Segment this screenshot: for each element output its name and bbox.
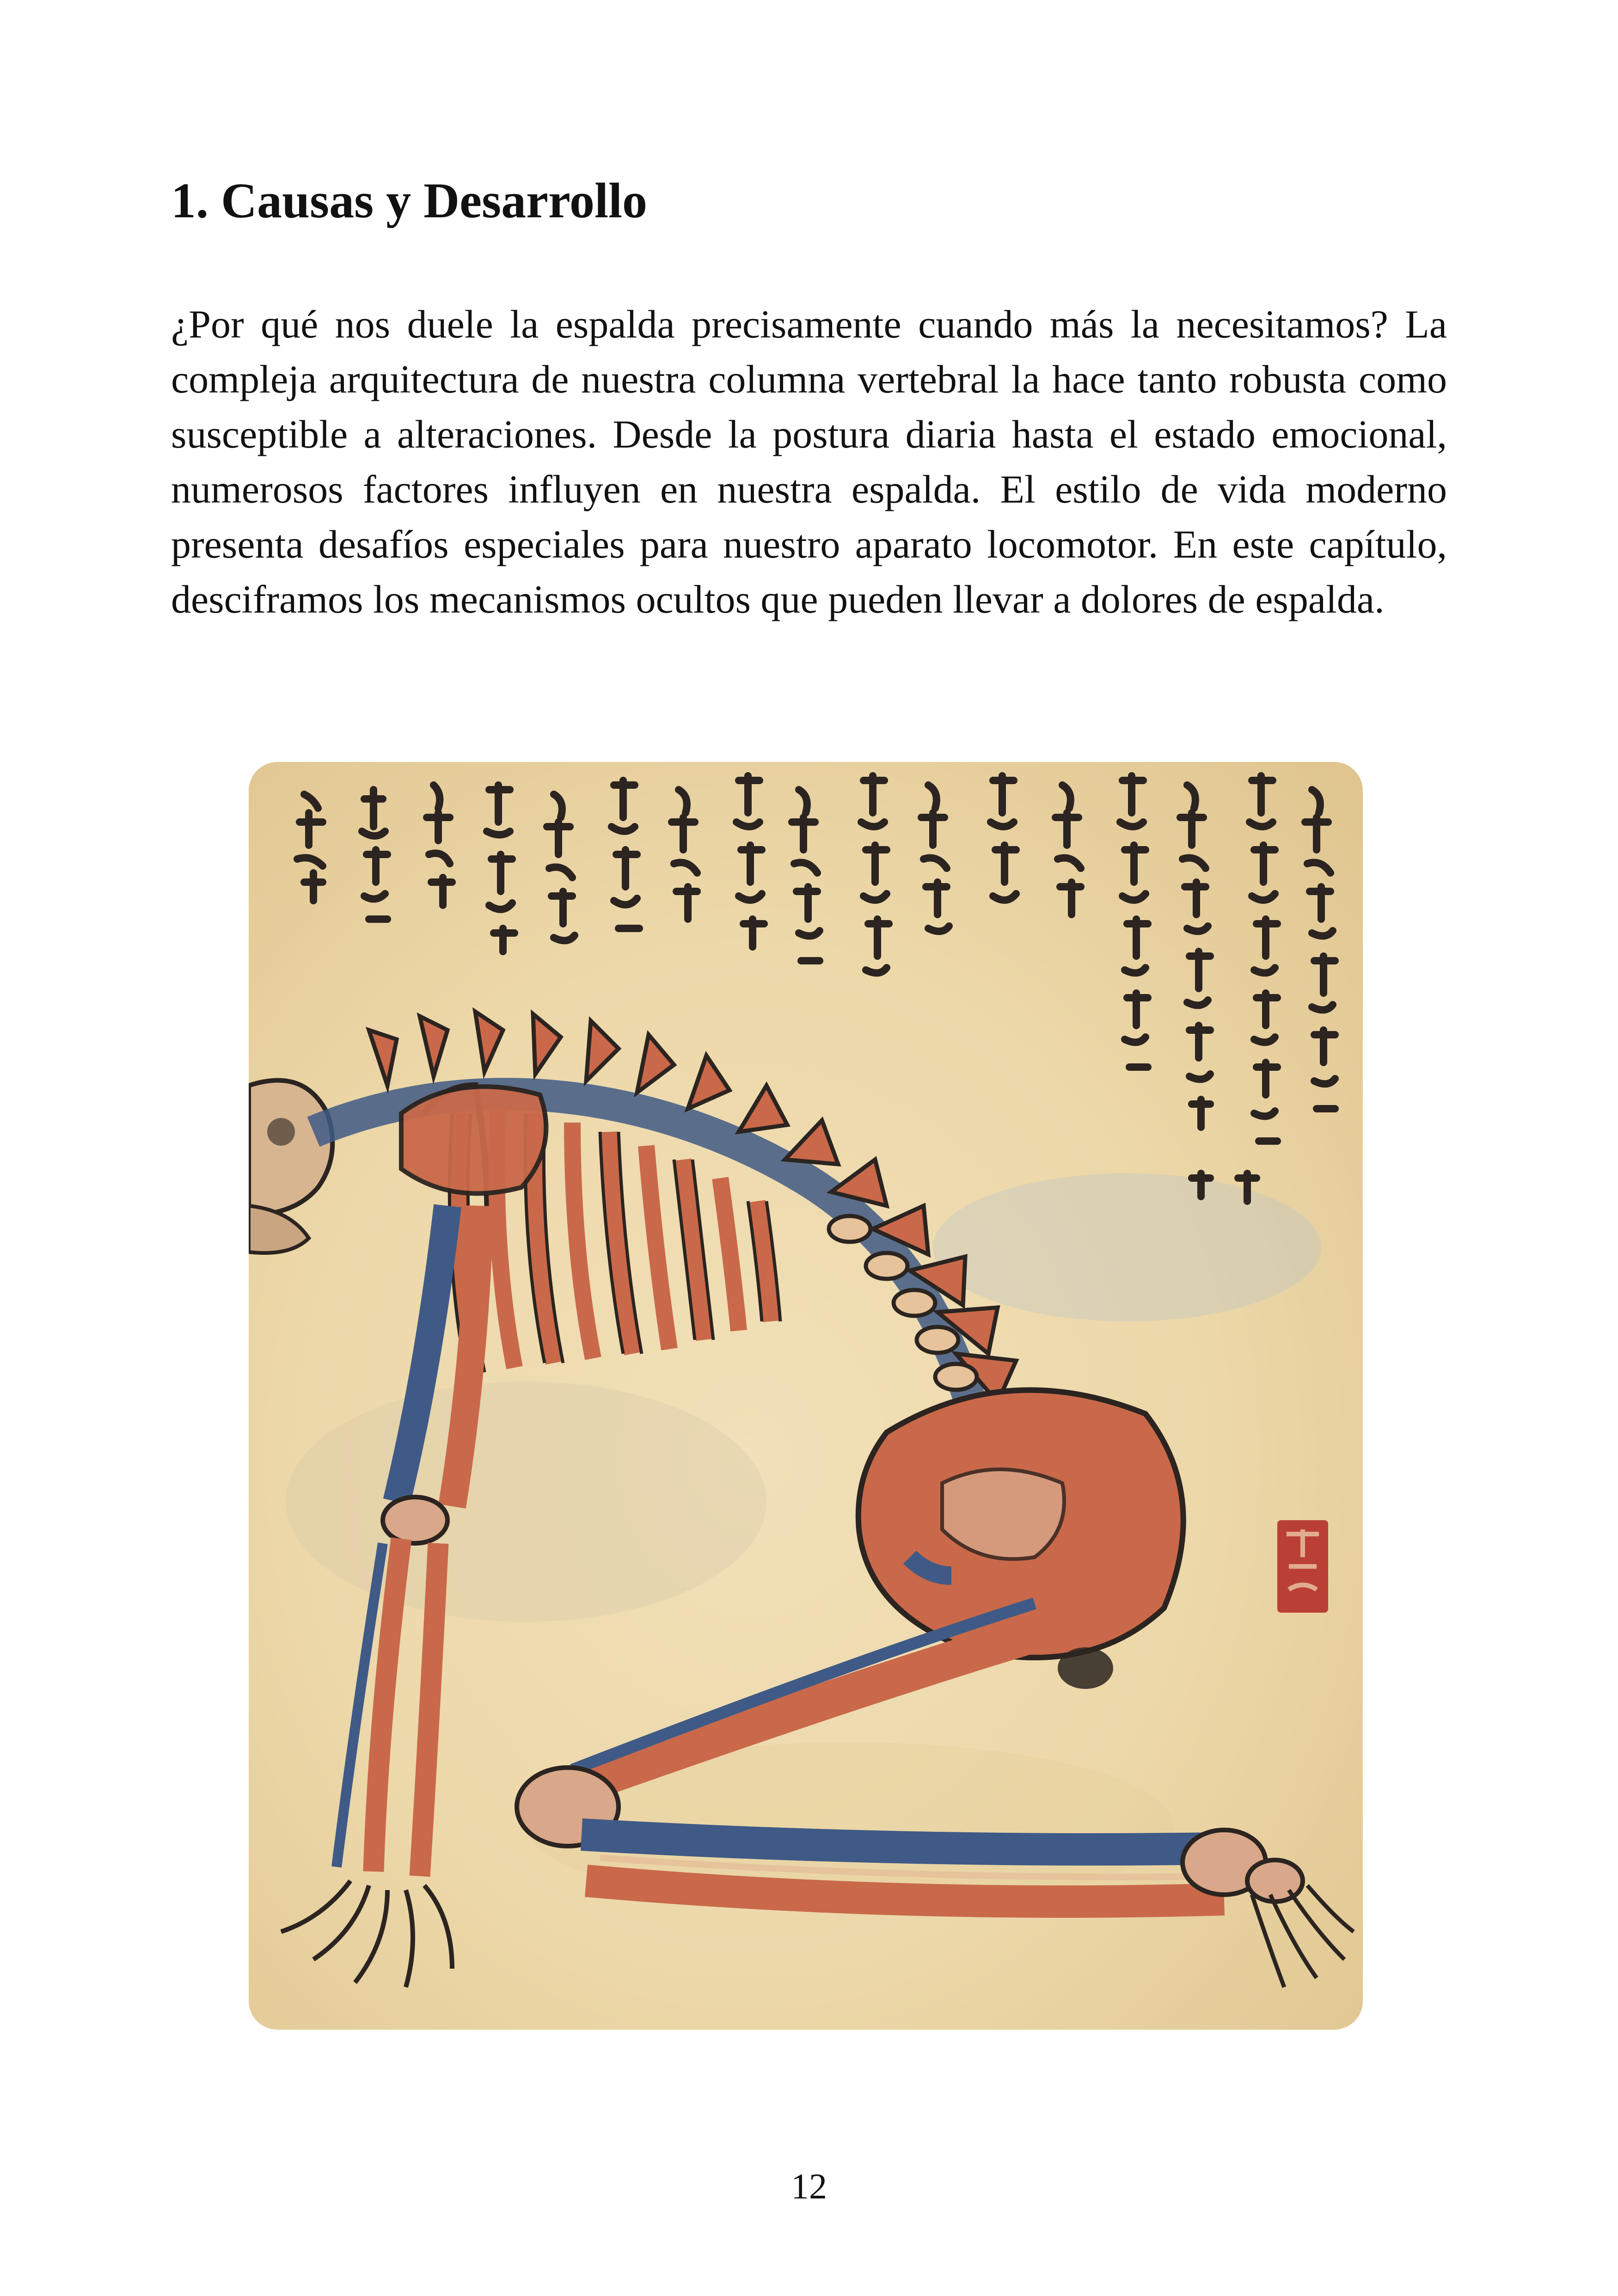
seal-stamp (1277, 1520, 1328, 1613)
skull (249, 1080, 332, 1253)
skeleton-illustration-art (249, 762, 1363, 2030)
chapter-heading: 1. Causas y Desarrollo (171, 173, 648, 228)
page-number: 12 (791, 2166, 827, 2206)
body-paragraph: ¿Por qué nos duele la espalda precisamente cuando más la necesitamos? La compleja arquitectura de nuestra columna vertebral la hace tanto robusta como susceptible a alteraciones. Desde la postura diaria hasta el estado emocional, numerosos factores influyen en nuestra espalda. El estilo de vida moderno presenta desafíos especiales para nuestro aparato locomotor. En este capítulo, desciframos los mecanismos ocultos que pueden llevar a dolores de espalda. (171, 302, 1447, 621)
scapula (401, 1087, 546, 1193)
skeleton-illustration (249, 762, 1363, 2030)
